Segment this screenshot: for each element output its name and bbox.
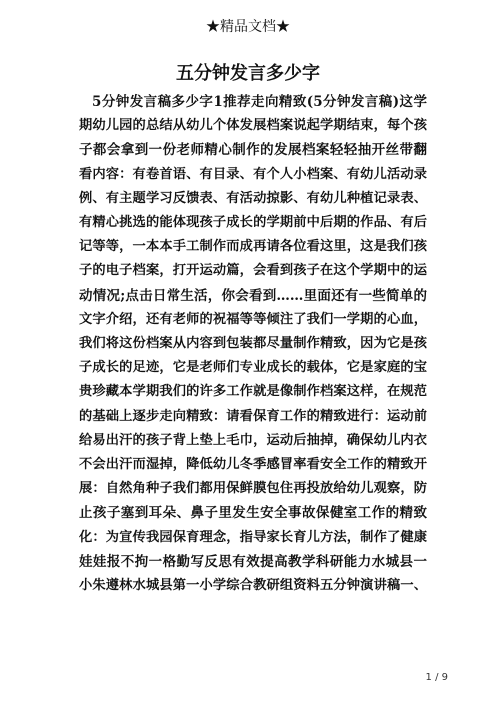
body-line: 子成长的足迹，它是老师们专业成长的载体，它是家庭的宝 xyxy=(79,360,427,376)
document-header-label: ★精品文档★ xyxy=(206,19,290,35)
body-line: 展：自然角种子我们都用保鲜膜包住再投放给幼儿观察，防 xyxy=(79,481,427,497)
body-line: 化：为宣传我园保育理念，指导家长育儿方法，制作了健康 xyxy=(79,529,427,545)
body-line: 5分钟发言稿多少字1推荐走向精致(5分钟发言稿)这学 xyxy=(92,94,427,110)
document-title: 五分钟发言多少字 xyxy=(176,63,320,84)
body-line: 贵珍藏本学期我们的许多工作就是像制作档案这样，在规范 xyxy=(79,384,427,400)
body-line: 期幼儿园的总结从幼儿个体发展档案说起学期结束，每个孩 xyxy=(79,118,427,134)
body-line: 动情况;点击日常生活，你会看到……里面还有一些简单的 xyxy=(79,287,427,304)
body-line: 记等等，一本本手工制作而成再请各位看这里，这是我们孩 xyxy=(79,239,427,255)
body-line: 我们将这份档案从内容到包装都尽量制作精致，因为它是孩 xyxy=(79,336,427,352)
body-line: 文字介绍，还有老师的祝福等等倾注了我们一学期的心血， xyxy=(79,311,427,327)
body-line: 娃娃报不拘一格勤写反思有效提高教学科研能力水城县一 xyxy=(79,553,427,570)
document-body xyxy=(79,90,427,598)
page-number: 1 / 9 xyxy=(425,672,448,683)
body-line: 例、有主题学习反馈表、有活动掠影、有幼儿种植记录表、 xyxy=(79,190,427,206)
body-line: 的基础上逐步走向精致：请看保育工作的精致进行：运动前 xyxy=(79,408,427,424)
body-line: 止孩子塞到耳朵、鼻子里发生安全事故保健室工作的精致 xyxy=(79,505,427,522)
body-line: 子的电子档案，打开运动篇，会看到孩子在这个学期中的运 xyxy=(79,263,427,279)
body-line: 小朱遵林水城县第一小学综合教研组资料五分钟演讲稿一、 xyxy=(79,578,427,594)
body-line: 有精心挑选的能体现孩子成长的学期前中后期的作品、有后 xyxy=(79,215,427,231)
body-line: 不会出汗而湿掉，降低幼儿冬季感冒率看安全工作的精致开 xyxy=(79,457,427,473)
body-line: 给易出汗的孩子背上垫上毛巾，运动后抽掉，确保幼儿内衣 xyxy=(79,432,427,448)
body-line: 看内容：有卷首语、有目录、有个人小档案、有幼儿活动录 xyxy=(79,166,427,182)
body-line: 子都会拿到一份老师精心制作的发展档案轻轻抽开丝带翻 xyxy=(79,142,427,159)
